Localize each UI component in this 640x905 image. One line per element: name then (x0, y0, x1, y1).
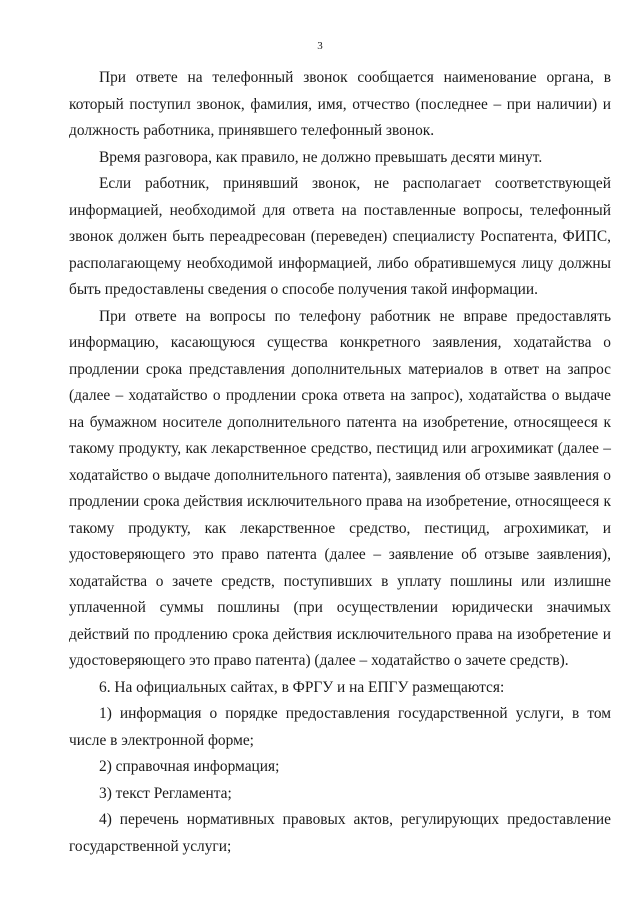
paragraph-call-duration: Время разговора, как правило, не должно превышать десяти минут. (99, 148, 543, 166)
paragraph-call-answer: При ответе на телефонный звонок сообщается наименование органа, в который поступил звонок, фамилия, имя, отчество (последнее – при наличии) и должность работника, принявшего телефонный звонок. (69, 69, 611, 139)
list-item-2: 2) справочная информация; (99, 758, 280, 775)
paragraph-section-6: 6. На официальных сайтах, в ФРГУ и на ЕПГУ размещаются: (99, 678, 505, 696)
list-item-4: 4) перечень нормативных правовых актов, регулирующих предоставление государственной услуги; (69, 811, 611, 855)
paragraph-restrictions: При ответе на вопросы по телефону работник не вправе предоставлять информацию, касающуюся существа конкретного заявления, ходатайства о продлении срока представления дополнительных материалов в ответ на запрос (далее – ходатайство о продлении срока ответа на запрос), ходатайства о выдаче на бумажном носителе дополнительного патента на изобретение, относящееся к такому продукту, как лекарственное средство, пестицид или агрохимикат (далее – ходатайство о выдаче дополнительного патента), заявления об отзыве заявления о продлении срока действия исключительного права на изобретение, относящееся к такому продукту, как лекарственное средство, пестицид, агрохимикат, и удостоверяющего это право патента (далее – заявление об отзыве заявления), ходатайства о зачете средств, поступивших в уплату пошлины или излишне уплаченной суммы пошлины (при осуществлении юридически значимых действий по продлению срока действия исключительного права на изобретение и удостоверяющего это право патента) (далее – ходатайство о зачете средств). (69, 307, 611, 669)
paragraph-call-redirect: Если работник, принявший звонок, не располагает соответствующей информацией, необходимой для ответа на поставленные вопросы, телефонный звонок должен быть переадресован (переведен) специалисту Роспатента, ФИПС, располагающему необходимой информацией, либо обратившемуся лицу должны быть предоставлены сведения о способе получения такой информации. (69, 175, 611, 298)
list-item-1: 1) информация о порядке предоставления государственной услуги, в том числе в электронной форме; (69, 705, 611, 749)
page-number: 3 (317, 40, 323, 52)
document-body (69, 65, 611, 860)
list-item-3: 3) текст Регламента; (99, 784, 232, 802)
